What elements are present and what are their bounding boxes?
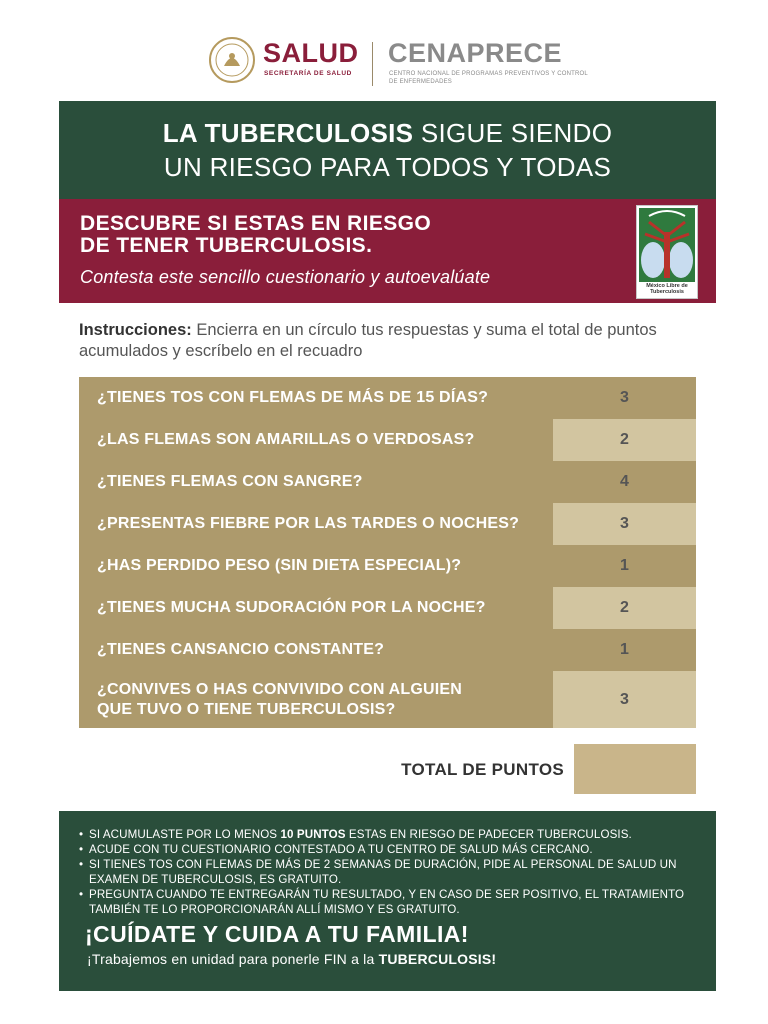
- headline-rest: SIGUE SIENDO: [413, 118, 613, 148]
- bullet-1-post: ESTAS EN RIESGO DE PADECER TUBERCULOSIS.: [345, 828, 632, 841]
- question-text-line-2: QUE TUVO O TIENE TUBERCULOSIS?: [97, 700, 396, 718]
- footer-call-to-action: ¡CUÍDATE Y CUIDA A TU FAMILIA!: [85, 921, 469, 947]
- question-points[interactable]: 2: [553, 419, 696, 461]
- instructions: [79, 320, 709, 362]
- table-row: [79, 377, 696, 419]
- question-text: ¿TIENES FLEMAS CON SANGRE?: [79, 461, 553, 503]
- subheadline-title: [80, 213, 600, 257]
- table-row: [79, 629, 696, 671]
- cta-sub-pre: ¡Trabajemos en unidad para ponerle FIN a la: [87, 951, 379, 967]
- bullet-1-bold: 10 PUNTOS: [280, 828, 346, 841]
- footer-bullet-3: • SI TIENES TOS CON FLEMAS DE MÁS DE 2 SEMANAS DE DURACIÓN, PIDE AL PERSONAL DE SALUD UN EXAMEN DE TUBERCULOSIS, ES GRATUITO.: [79, 857, 709, 887]
- question-text: ¿TIENES TOS CON FLEMAS DE MÁS DE 15 DÍAS?: [79, 377, 553, 419]
- footer-call-to-action-sub: [87, 951, 496, 967]
- page-header: [0, 30, 768, 90]
- question-points[interactable]: 3: [553, 671, 696, 728]
- cenaprece-subtitle: CENTRO NACIONAL DE PROGRAMAS PREVENTIVOS Y CONTROL DE ENFERMEDADES: [389, 71, 588, 85]
- question-points[interactable]: 1: [553, 545, 696, 587]
- headline-banner: [59, 101, 716, 199]
- question-text-line-1: ¿CONVIVES O HAS CONVIVIDO CON ALGUIEN: [97, 680, 463, 698]
- instructions-text: Encierra en un círculo tus respuestas y suma el total de puntos acumulados y escríbelo en el recuadro: [79, 321, 657, 360]
- salud-subtitle: SECRETARÍA DE SALUD: [264, 70, 352, 77]
- logo-caption: [637, 283, 697, 295]
- question-text: ¿TIENES MUCHA SUDORACIÓN POR LA NOCHE?: [79, 587, 553, 629]
- salud-wordmark: SALUD: [263, 38, 359, 68]
- subheadline-title-line-2: DE TENER TUBERCULOSIS.: [80, 234, 373, 257]
- footer-bullet-4: • PREGUNTA CUANDO TE ENTREGARÁN TU RESULTADO, Y EN CASO DE SER POSITIVO, EL TRATAMIENTO TAMBIÉN TE LO PROPORCIONARÁN ALLÍ MISMO Y ES GRATUITO.: [79, 887, 709, 917]
- question-points[interactable]: 3: [553, 503, 696, 545]
- headline-line-2: UN RIESGO PARA TODOS Y TODAS: [163, 152, 612, 182]
- cta-sub-post: !: [491, 951, 497, 967]
- headline-bold: LA TUBERCULOSIS: [162, 118, 414, 148]
- question-text: [79, 671, 553, 728]
- table-row: [79, 545, 696, 587]
- footer-bullets: [79, 827, 709, 917]
- table-row: [79, 671, 696, 728]
- tree-lungs-logo-icon: [636, 205, 698, 299]
- footer-panel: [59, 811, 716, 991]
- mexico-seal-icon: [208, 36, 256, 84]
- cta-sub-bold: TUBERCULOSIS: [378, 951, 492, 967]
- table-row: [79, 419, 696, 461]
- total-points-box[interactable]: [574, 744, 696, 794]
- question-points[interactable]: 2: [553, 587, 696, 629]
- table-row: [79, 503, 696, 545]
- question-text: ¿LAS FLEMAS SON AMARILLAS O VERDOSAS?: [79, 419, 553, 461]
- cenaprece-wordmark: CENAPRECE: [388, 38, 563, 68]
- headline-line-1: [163, 116, 613, 150]
- table-row: [79, 461, 696, 503]
- questions-table: [79, 377, 696, 728]
- header-divider: [372, 42, 373, 86]
- logo-caption-line-1: México Libre de: [646, 283, 688, 289]
- question-text: ¿PRESENTAS FIEBRE POR LAS TARDES O NOCHES?: [79, 503, 553, 545]
- instructions-label: Instrucciones:: [79, 321, 192, 339]
- question-points[interactable]: 3: [553, 377, 696, 419]
- table-row: [79, 587, 696, 629]
- subheadline-title-line-1: DESCUBRE SI ESTAS EN RIESGO: [80, 212, 432, 235]
- question-points[interactable]: 1: [553, 629, 696, 671]
- subheadline-banner: [59, 199, 716, 303]
- bullet-1-pre: SI ACUMULASTE POR LO MENOS: [89, 828, 281, 841]
- question-text: ¿TIENES CANSANCIO CONSTANTE?: [79, 629, 553, 671]
- subheadline-subtitle: Contesta este sencillo cuestionario y autoevalúate: [80, 267, 491, 287]
- logo-caption-line-2: Tuberculosis: [650, 289, 684, 295]
- question-text: ¿HAS PERDIDO PESO (SIN DIETA ESPECIAL)?: [79, 545, 553, 587]
- total-label: TOTAL DE PUNTOS: [401, 760, 564, 779]
- question-points[interactable]: 4: [553, 461, 696, 503]
- footer-bullet-2: • ACUDE CON TU CUESTIONARIO CONTESTADO A TU CENTRO DE SALUD MÁS CERCANO.: [79, 842, 709, 857]
- footer-bullet-1: [79, 827, 709, 842]
